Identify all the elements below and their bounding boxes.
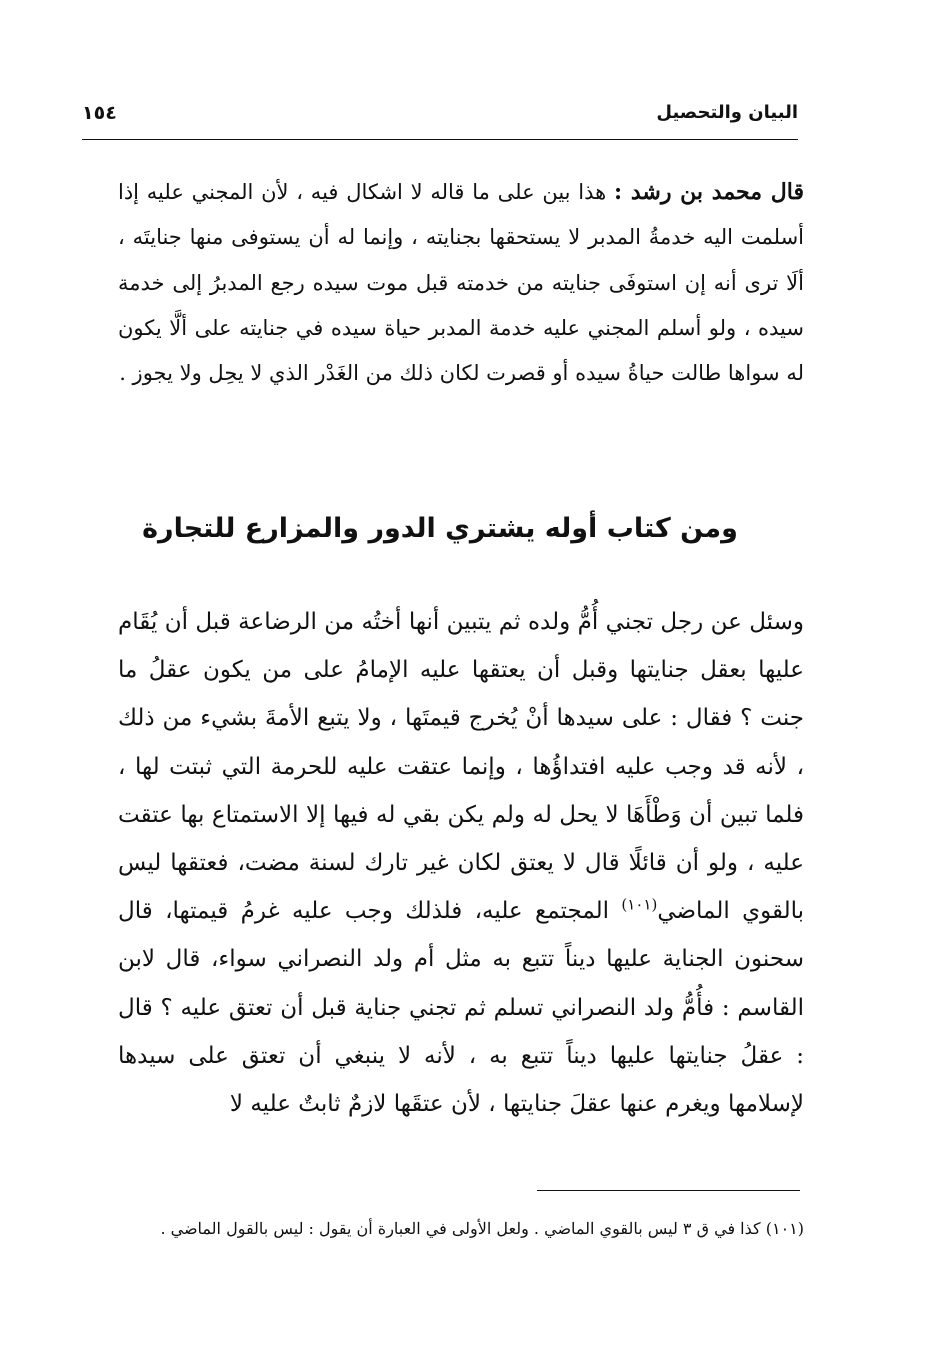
question-text-part-1: وسئل عن رجل تجني أُمُّ ولده ثم يتبين أنها أختُه من الرضاعة قبل أن يُقَام عليها بعقل جنايتها وقبل أن يعتقها عليه الإمامُ على من يكون عقلُ ما جنت ؟ فقال : على سيدها أنْ يُخرج قيمتَها ، ولا يتبع الأمةَ بشيء من ذلك ، لأنه قد وجب عليه افتداؤُها ، وإنما عتقت عليه للحرمة التي ثبتت لها ، فلما تبين أن وَطْأَهَا لا يحل له ولم يكن بقي له فيها إلا الاستمتاع بها عتقت عليه ، ولو أن قائلًا قال لا يعتق لكان غير تارك لسنة مضت، فعتقها ليس بالقوي الماضي: [118, 609, 805, 925]
question-paragraph: [118, 598, 804, 1128]
footnote-marker[interactable]: (١٠١): [621, 895, 658, 914]
header-rule: [82, 139, 798, 140]
running-header: [82, 100, 798, 136]
footnote: (١٠١) كذا في ق ٣ ليس بالقوي الماضي . ولعل الأولى في العبارة أن يقول : ليس بالقول الماضي .: [160, 1219, 804, 1238]
question-text-part-2: المجتمع عليه، فلذلك وجب عليه غرمُ قيمتها، قال سحنون الجناية عليها ديناً تتبع به مثل أم ولد النصراني سواء، قال لابن القاسم : فأُمُّ ولد النصراني تسلم ثم تجني جناية قبل أن تعتق عليه ؟ قال : عقلُ جنايتها عليها ديناً تتبع به ، لأنه لا ينبغي أن تعتق على سيدها لإسلامها ويغرم عنها عقلَ جنايتها ، لأن عتقَها لازمٌ ثابتٌ عليه لا: [118, 898, 804, 1118]
commentary-paragraph: [118, 170, 804, 396]
page-number: ١٥٤: [82, 102, 117, 124]
section-heading: ومن كتاب أوله يشتري الدور والمزارع للتجارة: [142, 513, 738, 544]
commentary-lead: قال محمد بن رشد :: [613, 179, 804, 205]
running-title: البيان والتحصيل: [656, 102, 798, 123]
commentary-text: هذا بين على ما قاله لا اشكال فيه ، لأن المجني عليه إذا أسلمت اليه خدمةُ المدبر لا يستحقها بجنايته ، وإنما له أن يستوفى منها جنايتَه ، ألَا ترى أنه إن استوفَى جنايته من خدمته قبل موت سيده رجع المدبرُ إلى خدمة سيده ، ولو أسلم المجني عليه خدمة المدبر حياة سيده في جنايته على ألَّا يكون له سواها طالت حياةُ سيده أو قصرت لكان ذلك من الغَدْر الذي لا يحِل ولا يجوز .: [118, 180, 804, 386]
footnote-rule: [537, 1190, 800, 1191]
